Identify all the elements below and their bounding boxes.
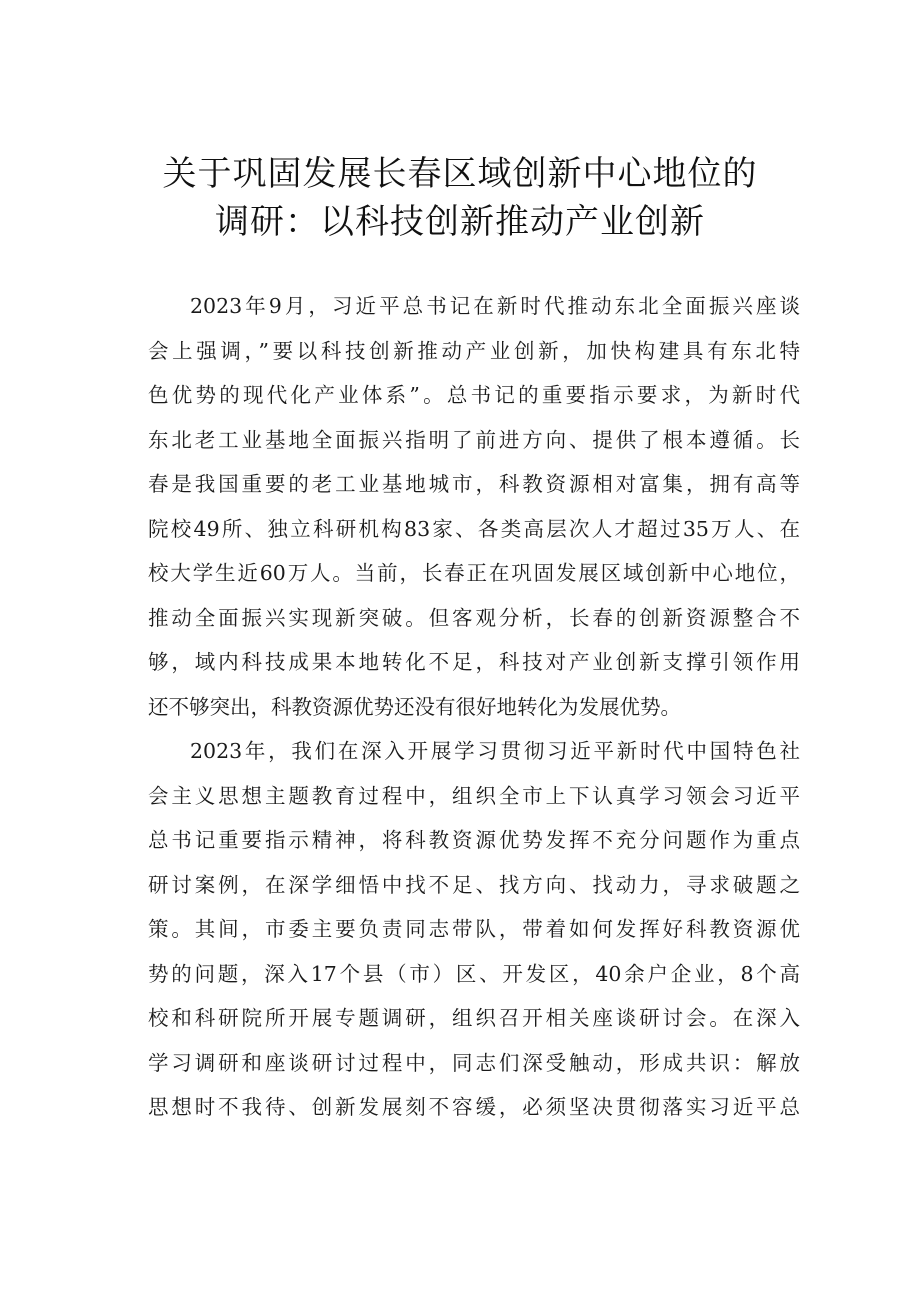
paragraph-line: 思想时不我待、创新发展刻不容缓，必须坚决贯彻落实习近平总 bbox=[148, 1095, 800, 1119]
paragraph-line: 春是我国重要的老工业基地城市，科教资源相对富集，拥有高等 bbox=[148, 472, 800, 496]
paragraph-line: 研讨案例，在深学细悟中找不足、找方向、找动力，寻求破题之 bbox=[148, 872, 800, 897]
paragraph-line: 校和科研院所开展专题调研，组织召开相关座谈研讨会。在深入 bbox=[148, 1006, 800, 1030]
paragraph-line: 东北老工业基地全面振兴指明了前进方向、提供了根本遵循。长 bbox=[148, 427, 800, 452]
title-line-1: 关于巩固发展长春区域创新中心地位的 bbox=[162, 154, 758, 194]
paragraph-line: 2023年，我们在深入开展学习贯彻习近平新时代中国特色社 bbox=[190, 739, 800, 763]
paragraph-line: 2023年9月，习近平总书记在新时代推动东北全面振兴座谈 bbox=[190, 294, 800, 318]
paragraph-line: 学习调研和座谈研讨过程中，同志们深受触动，形成共识：解放 bbox=[148, 1050, 800, 1075]
paragraph-line: 策。其间，市委主要负责同志带队，带着如何发挥好科教资源优 bbox=[148, 917, 800, 941]
paragraph-line: 总书记重要指示精神，将科教资源优势发挥不充分问题作为重点 bbox=[148, 828, 800, 852]
paragraph-2 bbox=[148, 729, 800, 1130]
paragraph-line: 推动全面振兴实现新突破。但客观分析，长春的创新资源整合不 bbox=[148, 605, 800, 630]
paragraph-line: 势的问题，深入17个县（市）区、开发区，40余户企业，8个高 bbox=[148, 961, 800, 986]
document-title bbox=[100, 150, 820, 246]
document-body bbox=[148, 284, 800, 1130]
paragraph-1 bbox=[148, 284, 800, 729]
title-line-2: 调研：以科技创新推动产业创新 bbox=[215, 202, 705, 242]
paragraph-line: 色优势的现代化产业体系”。总书记的重要指示要求，为新时代 bbox=[148, 383, 800, 407]
paragraph-line: 够，域内科技成果本地转化不足，科技对产业创新支撑引领作用 bbox=[148, 650, 800, 674]
paragraph-line: 会上强调，”要以科技创新推动产业创新，加快构建具有东北特 bbox=[148, 338, 800, 363]
paragraph-line: 院校49所、独立科研机构83家、各类高层次人才超过35万人、在 bbox=[148, 516, 800, 541]
paragraph-line: 校大学生近60万人。当前，长春正在巩固发展区域创新中心地位， bbox=[148, 561, 800, 585]
paragraph-line: 会主义思想主题教育过程中，组织全市上下认真学习领会习近平 bbox=[148, 783, 800, 808]
paragraph-line: 还不够突出，科教资源优势还没有很好地转化为发展优势。 bbox=[148, 694, 681, 719]
